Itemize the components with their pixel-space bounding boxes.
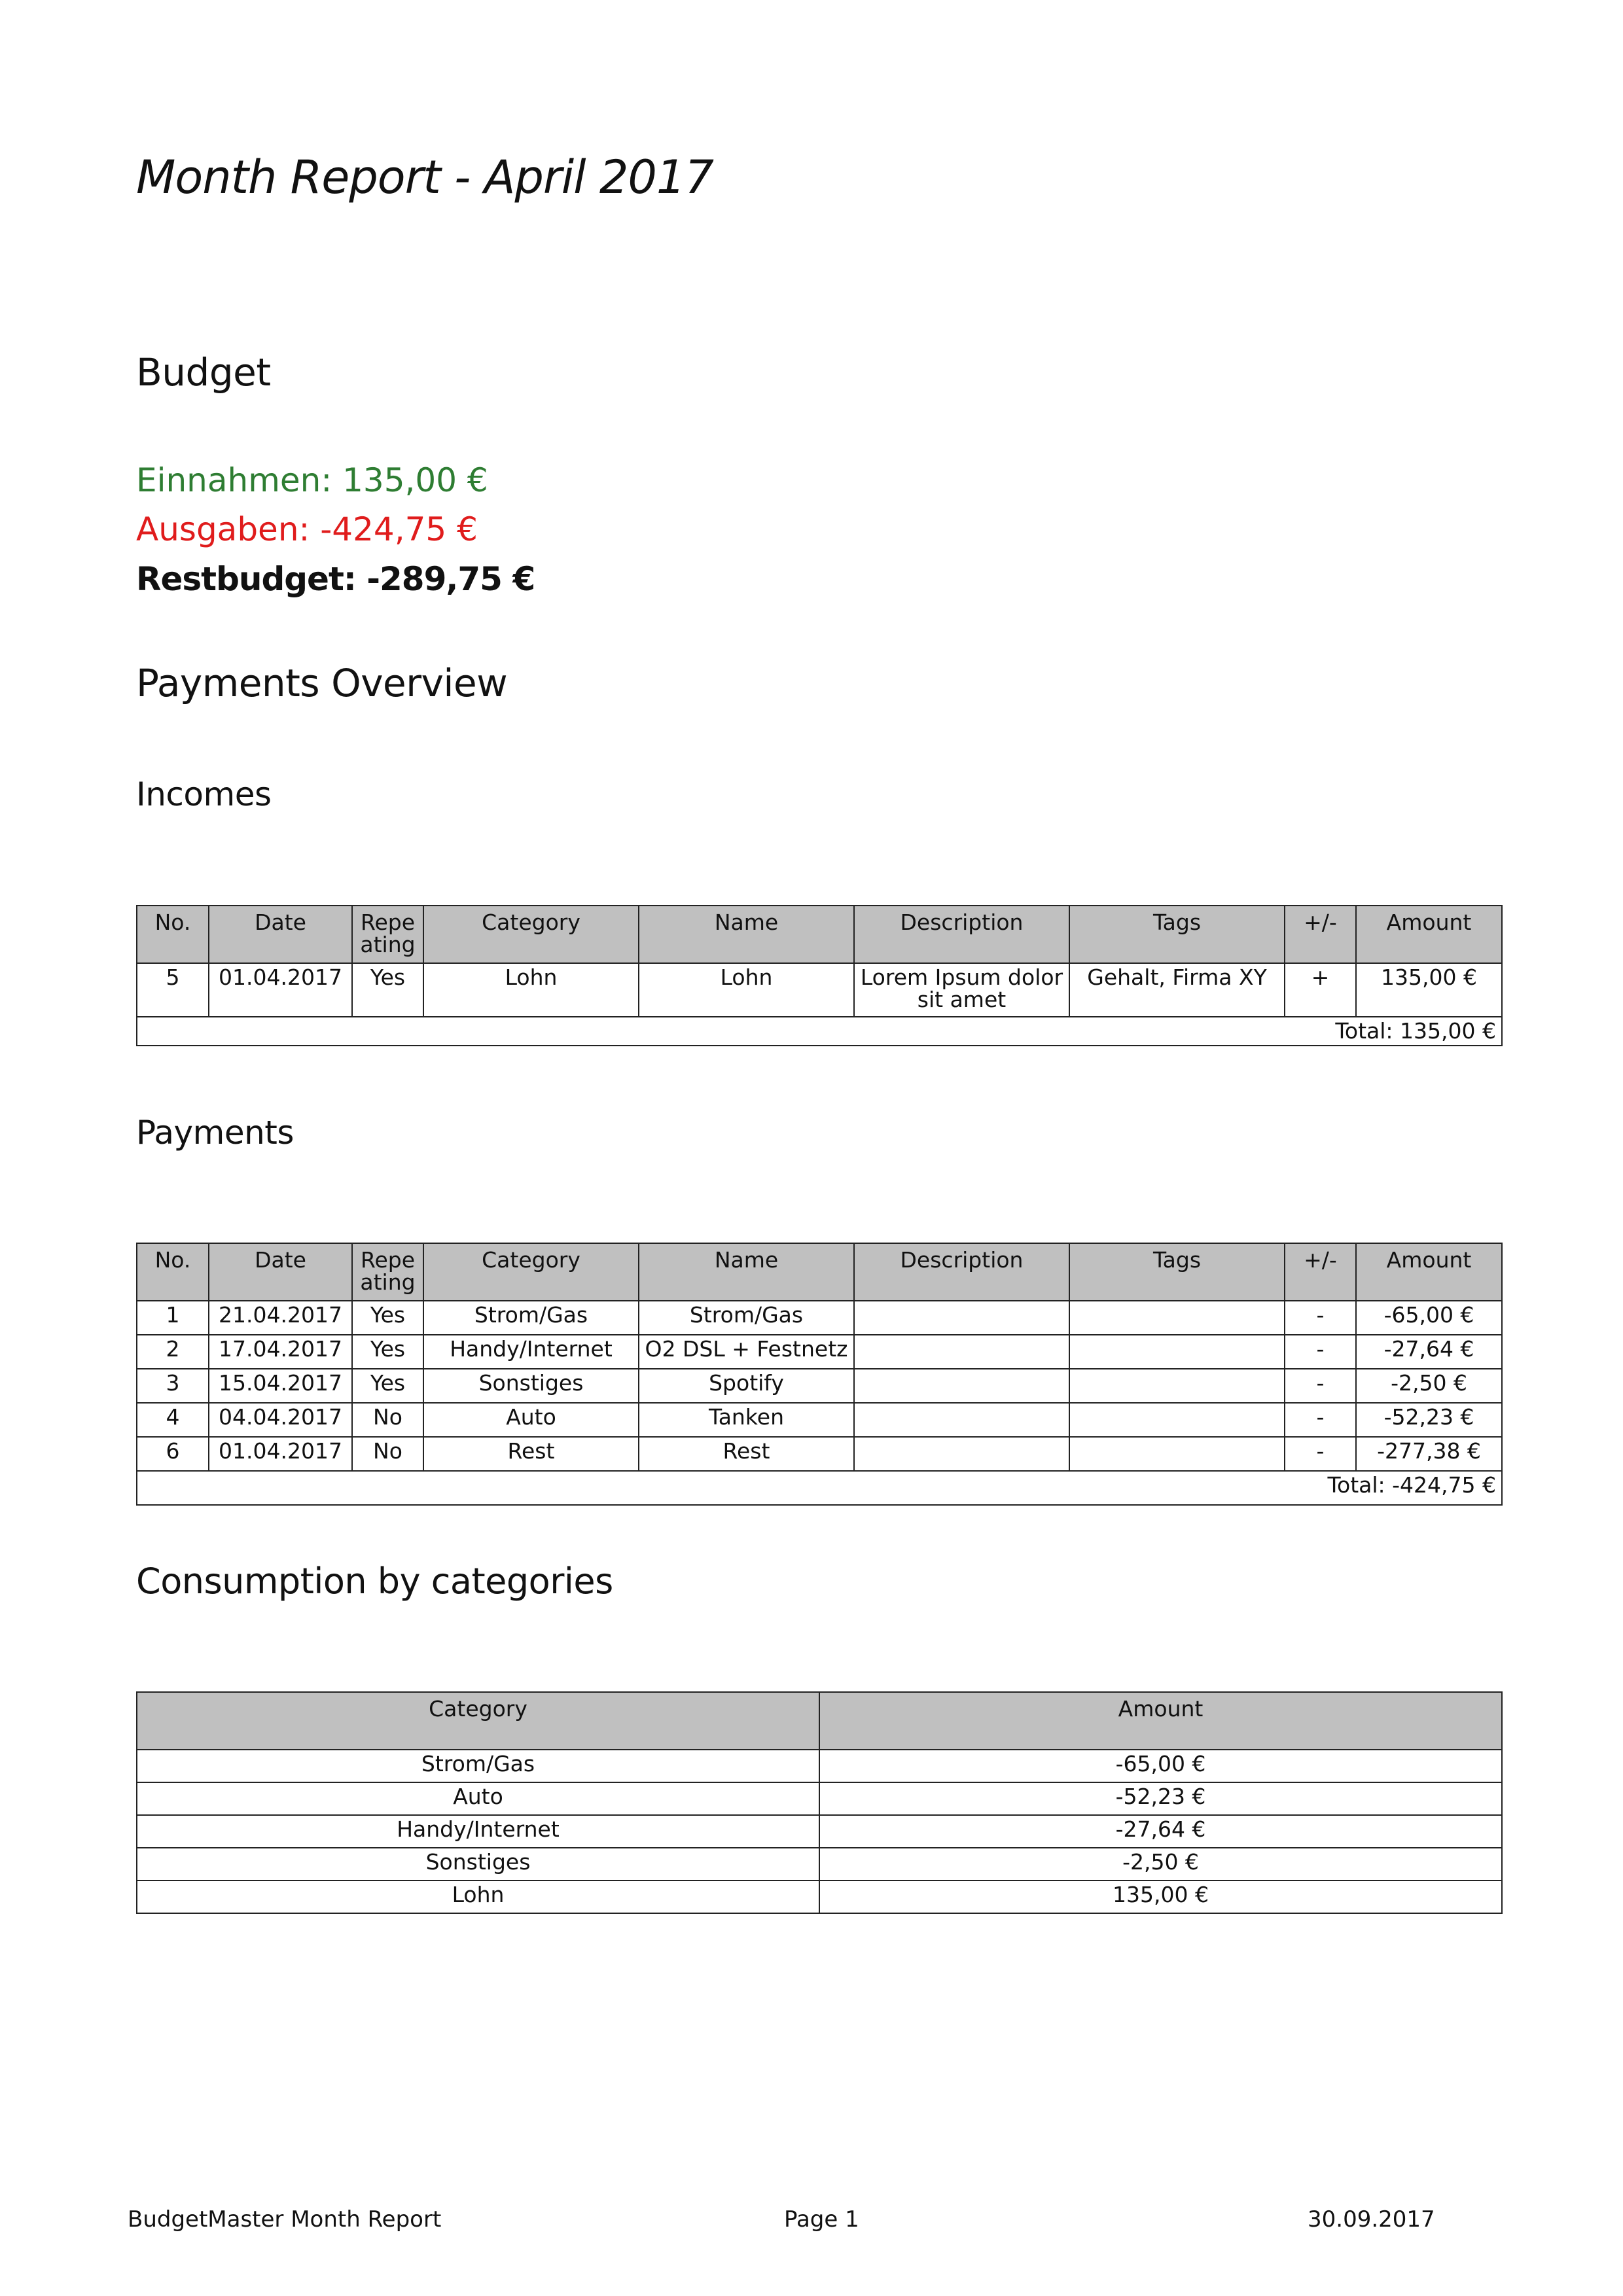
cell-repeating: Yes: [352, 963, 423, 1017]
cell-date: 21.04.2017: [209, 1301, 352, 1335]
cell-sign: -: [1285, 1335, 1356, 1369]
cell-name: O2 DSL + Festnetz: [639, 1335, 854, 1369]
col-header-amount: Amount: [819, 1692, 1502, 1750]
cell-amount: -27,64 €: [1356, 1335, 1502, 1369]
table-row: [137, 1369, 1502, 1403]
cell-description: [854, 1437, 1069, 1471]
cell-category: Auto: [137, 1782, 819, 1815]
cell-description: [854, 1335, 1069, 1369]
cell-sign: -: [1285, 1437, 1356, 1471]
footer-date: 30.09.2017: [1308, 2206, 1435, 2233]
col-header-tags: Tags: [1069, 906, 1285, 963]
cell-name: Spotify: [639, 1369, 854, 1403]
col-header-repeating: Repe ating: [352, 906, 423, 963]
cell-no: 4: [137, 1403, 209, 1437]
col-header-category: Category: [423, 906, 639, 963]
payments-overview-heading: Payments Overview: [136, 661, 508, 705]
cell-no: 2: [137, 1335, 209, 1369]
cell-tags: [1069, 1437, 1285, 1471]
income-summary: Einnahmen: 135,00 €: [136, 461, 488, 499]
cell-description: Lorem Ipsum dolor sit amet: [854, 963, 1069, 1017]
cell-category: Strom/Gas: [137, 1750, 819, 1782]
table-row: [137, 1815, 1502, 1848]
payments-total: Total: -424,75 €: [137, 1471, 1502, 1505]
cell-no: 1: [137, 1301, 209, 1335]
incomes-heading: Incomes: [136, 775, 272, 813]
cell-repeating: Yes: [352, 1301, 423, 1335]
cell-sign: -: [1285, 1301, 1356, 1335]
report-title: Month Report - April 2017: [136, 150, 713, 204]
col-header-repeating: Repe ating: [352, 1243, 423, 1301]
cell-tags: [1069, 1369, 1285, 1403]
col-header-sign: +/-: [1285, 1243, 1356, 1301]
table-row: [137, 1403, 1502, 1437]
cell-repeating: Yes: [352, 1369, 423, 1403]
incomes-header-row: [137, 906, 1502, 963]
col-header-amount: Amount: [1356, 906, 1502, 963]
col-header-date: Date: [209, 1243, 352, 1301]
consumption-table: [136, 1691, 1503, 1914]
cell-tags: [1069, 1335, 1285, 1369]
cell-category: Sonstiges: [137, 1848, 819, 1881]
table-row: [137, 1437, 1502, 1471]
cell-description: [854, 1369, 1069, 1403]
cell-repeating: No: [352, 1403, 423, 1437]
footer-page-number: Page 1: [784, 2206, 859, 2233]
cell-amount: -2,50 €: [819, 1848, 1502, 1881]
payments-header-row: [137, 1243, 1502, 1301]
col-header-no: No.: [137, 1243, 209, 1301]
incomes-total: Total: 135,00 €: [137, 1017, 1502, 1046]
cell-date: 04.04.2017: [209, 1403, 352, 1437]
cell-no: 3: [137, 1369, 209, 1403]
cell-category: Sonstiges: [423, 1369, 639, 1403]
cell-category: Strom/Gas: [423, 1301, 639, 1335]
cell-name: Lohn: [639, 963, 854, 1017]
table-row: [137, 1301, 1502, 1335]
table-row: [137, 1335, 1502, 1369]
cell-description: [854, 1403, 1069, 1437]
col-header-sign: +/-: [1285, 906, 1356, 963]
cell-date: 15.04.2017: [209, 1369, 352, 1403]
col-header-name: Name: [639, 906, 854, 963]
cell-amount: -52,23 €: [1356, 1403, 1502, 1437]
col-header-description: Description: [854, 1243, 1069, 1301]
cell-tags: Gehalt, Firma XY: [1069, 963, 1285, 1017]
cell-sign: -: [1285, 1403, 1356, 1437]
col-header-category: Category: [423, 1243, 639, 1301]
incomes-table: [136, 905, 1503, 1046]
cell-amount: -277,38 €: [1356, 1437, 1502, 1471]
cell-date: 01.04.2017: [209, 963, 352, 1017]
cell-category: Handy/Internet: [137, 1815, 819, 1848]
cell-amount: -52,23 €: [819, 1782, 1502, 1815]
payments-heading: Payments: [136, 1114, 294, 1152]
cell-amount: -2,50 €: [1356, 1369, 1502, 1403]
table-row: [137, 1782, 1502, 1815]
cell-repeating: Yes: [352, 1335, 423, 1369]
cell-name: Rest: [639, 1437, 854, 1471]
cell-amount: 135,00 €: [1356, 963, 1502, 1017]
payments-table: [136, 1243, 1503, 1506]
total-row: [137, 1017, 1502, 1046]
col-header-category: Category: [137, 1692, 819, 1750]
cell-amount: -65,00 €: [819, 1750, 1502, 1782]
cell-sign: +: [1285, 963, 1356, 1017]
cell-date: 01.04.2017: [209, 1437, 352, 1471]
cell-no: 5: [137, 963, 209, 1017]
cell-name: Strom/Gas: [639, 1301, 854, 1335]
col-header-date: Date: [209, 906, 352, 963]
cell-no: 6: [137, 1437, 209, 1471]
table-row: [137, 1750, 1502, 1782]
consumption-header-row: [137, 1692, 1502, 1750]
cell-repeating: No: [352, 1437, 423, 1471]
col-header-tags: Tags: [1069, 1243, 1285, 1301]
cell-name: Tanken: [639, 1403, 854, 1437]
footer-app-name: BudgetMaster Month Report: [128, 2206, 442, 2233]
table-row: [137, 1881, 1502, 1913]
rest-budget-summary: Restbudget: -289,75 €: [136, 560, 535, 598]
cell-tags: [1069, 1301, 1285, 1335]
table-row: [137, 1848, 1502, 1881]
cell-amount: 135,00 €: [819, 1881, 1502, 1913]
cell-category: Lohn: [137, 1881, 819, 1913]
budget-heading: Budget: [136, 350, 271, 395]
cell-category: Lohn: [423, 963, 639, 1017]
cell-category: Handy/Internet: [423, 1335, 639, 1369]
cell-amount: -65,00 €: [1356, 1301, 1502, 1335]
cell-description: [854, 1301, 1069, 1335]
cell-category: Rest: [423, 1437, 639, 1471]
col-header-no: No.: [137, 906, 209, 963]
total-row: [137, 1471, 1502, 1505]
cell-tags: [1069, 1403, 1285, 1437]
table-row: [137, 963, 1502, 1017]
cell-sign: -: [1285, 1369, 1356, 1403]
expense-summary: Ausgaben: -424,75 €: [136, 510, 478, 548]
col-header-amount: Amount: [1356, 1243, 1502, 1301]
cell-date: 17.04.2017: [209, 1335, 352, 1369]
col-header-name: Name: [639, 1243, 854, 1301]
cell-amount: -27,64 €: [819, 1815, 1502, 1848]
consumption-heading: Consumption by categories: [136, 1561, 613, 1602]
col-header-description: Description: [854, 906, 1069, 963]
cell-category: Auto: [423, 1403, 639, 1437]
